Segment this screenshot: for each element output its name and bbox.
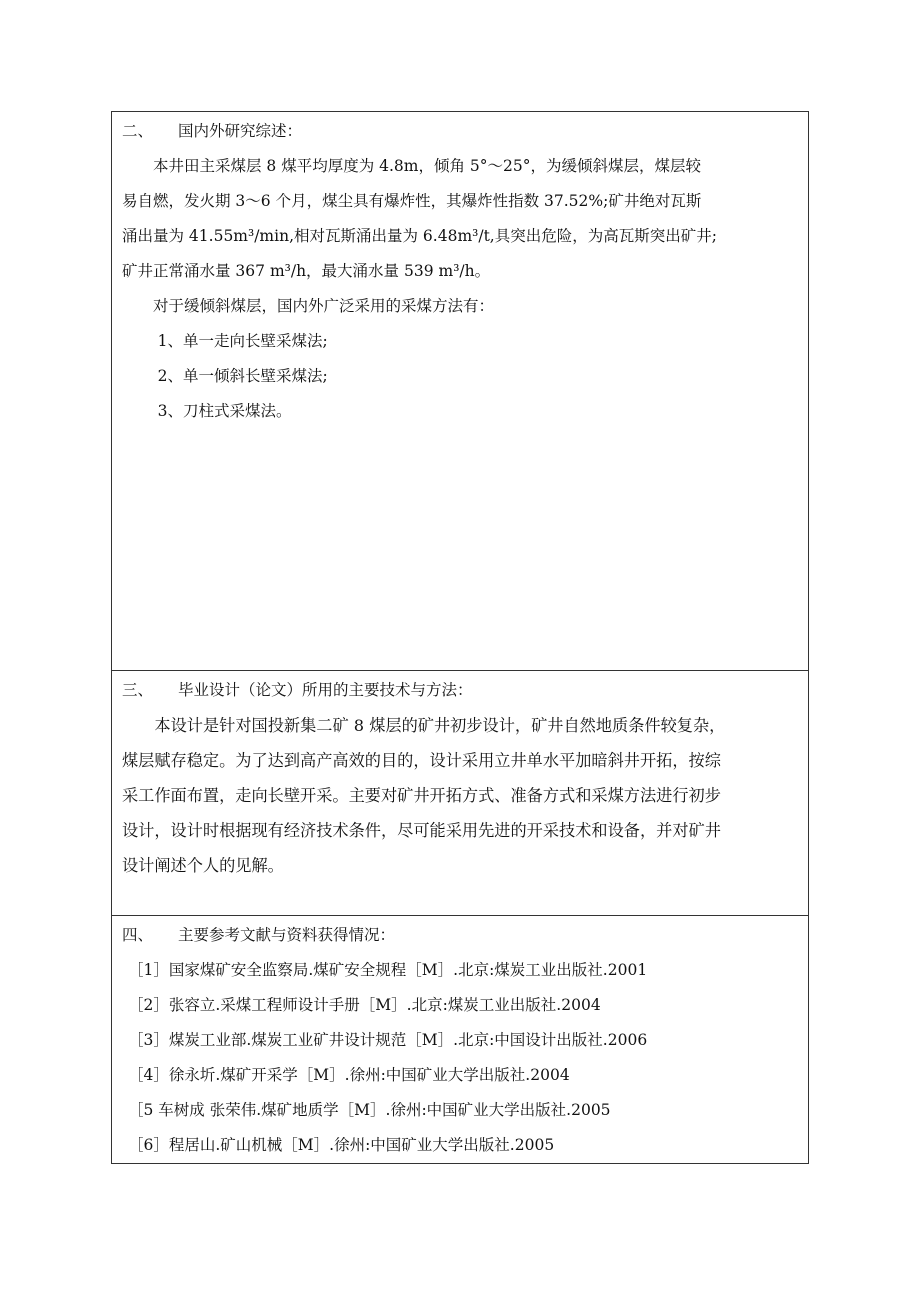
paragraph-line: 采工作面布置，走向长壁开采。主要对矿井开拓方式、准备方式和采煤方法进行初步 [122,786,721,805]
paragraph-line: 设计，设计时根据现有经济技术条件，尽可能采用先进的开采技术和设备，并对矿井 [122,821,721,840]
reference-item: ［3］煤炭工业部.煤炭工业矿井设计规范［M］.北京:中国设计出版社.2006 [128,1031,648,1049]
section-heading [122,918,796,953]
paragraph-line: 设计阐述个人的见解。 [122,856,284,875]
reference-item: ［6］程居山.矿山机械［M］.徐州:中国矿业大学出版社.2005 [128,1136,555,1154]
section-row [112,112,809,671]
reference-item: ［2］张容立.采煤工程师设计手册［M］.北京:煤炭工业出版社.2004 [128,996,601,1014]
reference-item: ［4］徐永圻.煤矿开采学［M］.徐州:中国矿业大学出版社.2004 [128,1066,570,1084]
list-item: 2、单一倾斜长壁采煤法; [157,367,328,385]
section-number: 四、 [122,926,154,944]
paragraph-line: 矿井正常涌水量 367 m³/h，最大涌水量 539 m³/h。 [122,262,491,280]
reference-item: ［5 车树成 张荣伟.煤矿地质学［M］.徐州:中国矿业大学出版社.2005 [128,1101,611,1119]
list-item: 3、刀柱式采煤法。 [157,402,292,420]
list-item: 1、单一走向长壁采煤法; [157,332,328,350]
section-title: 毕业设计（论文）所用的主要技术与方法： [178,681,473,699]
section-number: 二、 [122,122,154,140]
section-heading [122,114,796,149]
section-row [112,671,809,916]
section-literature-review [112,112,809,671]
section-number: 三、 [122,681,154,699]
reference-item: ［1］国家煤矿安全监察局.煤矿安全规程［M］.北京:煤炭工业出版社.2001 [128,961,648,979]
paragraph-line: 易自燃，发火期 3～6 个月，煤尘具有爆炸性，其爆炸性指数 37.52%;矿井绝对瓦斯 [122,192,702,210]
section-title: 主要参考文献与资料获得情况： [178,926,396,944]
section-heading [122,673,796,708]
proposal-form-table [111,111,809,1164]
paragraph-line: 煤层赋存稳定。为了达到高产高效的目的，设计采用立井单水平加暗斜井开拓，按综 [122,751,721,770]
section-methods [112,671,809,916]
paragraph-line: 本设计是针对国投新集二矿 8 煤层的矿井初步设计，矿井自然地质条件较复杂， [154,716,726,735]
section-references [112,916,809,1164]
intro-line: 对于缓倾斜煤层，国内外广泛采用的采煤方法有： [153,297,495,315]
paragraph-line: 本井田主采煤层 8 煤平均厚度为 4.8m，倾角 5°～25°，为缓倾斜煤层，煤层较 [153,157,702,175]
paragraph-line: 涌出量为 41.55m³/min,相对瓦斯涌出量为 6.48m³/t,具突出危险，为高瓦斯突出矿井; [122,227,717,245]
section-title: 国内外研究综述： [178,122,303,140]
section-row [112,916,809,1164]
